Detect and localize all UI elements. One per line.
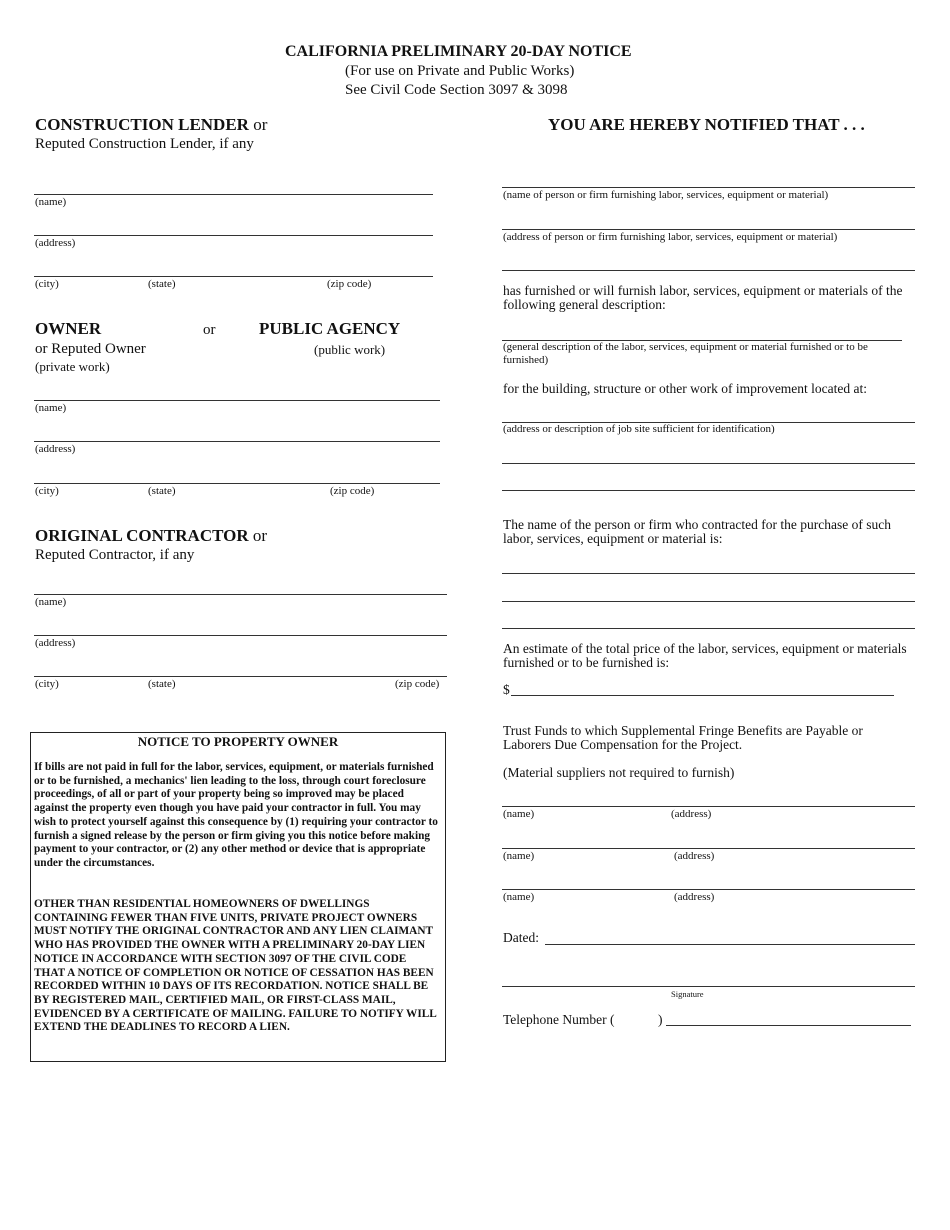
notice-paragraph-1: If bills are not paid in full for the labor, services, equipment, or materials furnished or to be furnished, a mechanics' lien leading to the loss, through court foreclosure proceedings, of all or part of your property being so improved may be placed against the property even though you have paid your contractor in full. You may wish to protect yourself against this consequence by (1) requiring your contractor to furnish a signed release by the person or firm giving you this notice before making payment to your contractor, or (2) any other method or device that is appropriate under the circumstances. — [34, 761, 438, 869]
claimant-address-line[interactable] — [502, 229, 915, 230]
form-subtitle: (For use on Private and Public Works) — [345, 63, 575, 79]
notice-to-property-owner-box — [30, 732, 446, 1062]
dated-line[interactable] — [545, 944, 915, 945]
lender-zip-label: (zip code) — [327, 278, 372, 290]
form-title: CALIFORNIA PRELIMINARY 20-DAY NOTICE — [285, 43, 632, 60]
public-agency-heading: PUBLIC AGENCY — [259, 319, 401, 338]
contracted-line-3[interactable] — [502, 628, 915, 629]
contractor-name-line[interactable] — [34, 594, 447, 595]
contractor-address-line[interactable] — [34, 635, 447, 636]
telephone-label: Telephone Number ( — [503, 1012, 615, 1027]
claimant-name-line[interactable] — [502, 187, 915, 188]
owner-address-label: (address) — [35, 443, 76, 455]
contractor-city-line[interactable] — [34, 676, 447, 677]
lender-name-label: (name) — [35, 196, 67, 208]
lender-heading-bold: CONSTRUCTION LENDER — [35, 115, 249, 134]
owner-city-line[interactable] — [34, 483, 440, 484]
lender-heading-or: or — [253, 115, 268, 134]
lender-city-line[interactable] — [34, 276, 433, 277]
notice-title: NOTICE TO PROPERTY OWNER — [137, 734, 339, 749]
claimant-name-label: (name of person or firm furnishing labor, services, equipment or material) — [503, 189, 829, 201]
estimate-amount-line[interactable] — [511, 695, 894, 696]
contractor-name-label: (name) — [35, 596, 67, 608]
contracted-line-1[interactable] — [502, 573, 915, 574]
jobsite-line-2[interactable] — [502, 463, 915, 464]
dated-label: Dated: — [503, 930, 539, 945]
contractor-state-label: (state) — [148, 678, 176, 690]
claimant-extra-line[interactable] — [502, 270, 915, 271]
trust-row-3-line[interactable] — [502, 889, 915, 890]
trust-funds-text: Trust Funds to which Supplemental Fringe Benefits are Payable or Laborers Due Compensation for the Project. — [503, 723, 863, 752]
signature-line[interactable] — [502, 986, 915, 987]
lender-name-line[interactable] — [34, 194, 433, 195]
contractor-address-label: (address) — [35, 637, 76, 649]
building-text: for the building, structure or other work of improvement located at: — [503, 381, 868, 396]
trust-row-2-address: (address) — [674, 850, 715, 862]
contractor-subheading: Reputed Contractor, if any — [35, 547, 195, 563]
contracted-line-2[interactable] — [502, 601, 915, 602]
trust-row-3-address: (address) — [674, 891, 715, 903]
contractor-heading — [35, 526, 267, 546]
owner-state-label: (state) — [148, 485, 176, 497]
furnished-text: has furnished or will furnish labor, services, equipment or materials of the following general description: — [503, 283, 903, 312]
owner-public-work: (public work) — [314, 342, 386, 357]
owner-city-label: (city) — [35, 485, 59, 497]
jobsite-label: (address or description of job site sufficient for identification) — [503, 423, 775, 435]
claimant-address-label: (address of person or firm furnishing labor, services, equipment or material) — [503, 231, 838, 243]
owner-name-line[interactable] — [34, 400, 440, 401]
contracted-text: The name of the person or firm who contracted for the purchase of such labor, services, equipment or material is: — [503, 517, 891, 546]
telephone-close-paren: ) — [658, 1012, 663, 1027]
material-suppliers-note: (Material suppliers not required to furnish) — [503, 765, 735, 780]
owner-reputed: or Reputed Owner — [35, 341, 146, 357]
trust-row-2-line[interactable] — [502, 848, 915, 849]
trust-row-1-line[interactable] — [502, 806, 915, 807]
owner-name-label: (name) — [35, 402, 67, 414]
contractor-heading-bold: ORIGINAL CONTRACTOR — [35, 526, 249, 545]
lender-subheading: Reputed Construction Lender, if any — [35, 136, 254, 152]
owner-address-line[interactable] — [34, 441, 440, 442]
notified-heading: YOU ARE HEREBY NOTIFIED THAT . . . — [548, 115, 865, 134]
estimate-text: An estimate of the total price of the labor, services, equipment or materials furnished or to be furnished is: — [503, 641, 907, 670]
trust-row-1-address: (address) — [671, 808, 712, 820]
lender-address-line[interactable] — [34, 235, 433, 236]
lender-heading — [35, 115, 267, 135]
lender-address-label: (address) — [35, 237, 76, 249]
owner-private-work: (private work) — [35, 359, 110, 374]
signature-label: Signature — [671, 989, 704, 999]
jobsite-line-3[interactable] — [502, 490, 915, 491]
trust-row-1-name: (name) — [503, 808, 535, 820]
owner-heading: OWNER — [35, 319, 102, 338]
owner-or: or — [203, 322, 216, 338]
notice-paragraph-2: OTHER THAN RESIDENTIAL HOMEOWNERS OF DWELLINGS CONTAINING FEWER THAN FIVE UNITS, PRIVATE PROJECT OWNERS MUST NOTIFY THE ORIGINAL CONTRACTOR AND ANY LIEN CLAIMANT WHO HAS PROVIDED THE OWNER WITH A PRELIMINARY 20-DAY LIEN NOTICE IN ACCORDANCE WITH SECTION 3097 OF THE CIVIL CODE THAT A NOTICE OF COMPLETION OR NOTICE OF CESSATION HAS BEEN RECORDED WITHIN 10 DAYS OF ITS RECORDATION. NOTICE SHALL BE BY REGISTERED MAIL, CERTIFIED MAIL, OR FIRST-CLASS MAIL, EVIDENCED BY A CERTIFICATE OF MAILING. FAILURE TO NOTIFY WILL EXTEND THE DEADLINES TO RECORD A LIEN. — [34, 898, 437, 1034]
trust-row-2-name: (name) — [503, 850, 535, 862]
contractor-zip-label: (zip code) — [395, 678, 440, 690]
lender-state-label: (state) — [148, 278, 176, 290]
telephone-line[interactable] — [666, 1025, 911, 1026]
code-reference: See Civil Code Section 3097 & 3098 — [345, 82, 568, 98]
dollar-sign: $ — [503, 682, 510, 697]
lender-city-label: (city) — [35, 278, 59, 290]
contractor-city-label: (city) — [35, 678, 59, 690]
trust-row-3-name: (name) — [503, 891, 535, 903]
owner-zip-label: (zip code) — [330, 485, 375, 497]
contractor-heading-or: or — [252, 526, 268, 545]
description-label: (general description of the labor, services, equipment or material furnished or to be furnished) — [503, 341, 868, 366]
